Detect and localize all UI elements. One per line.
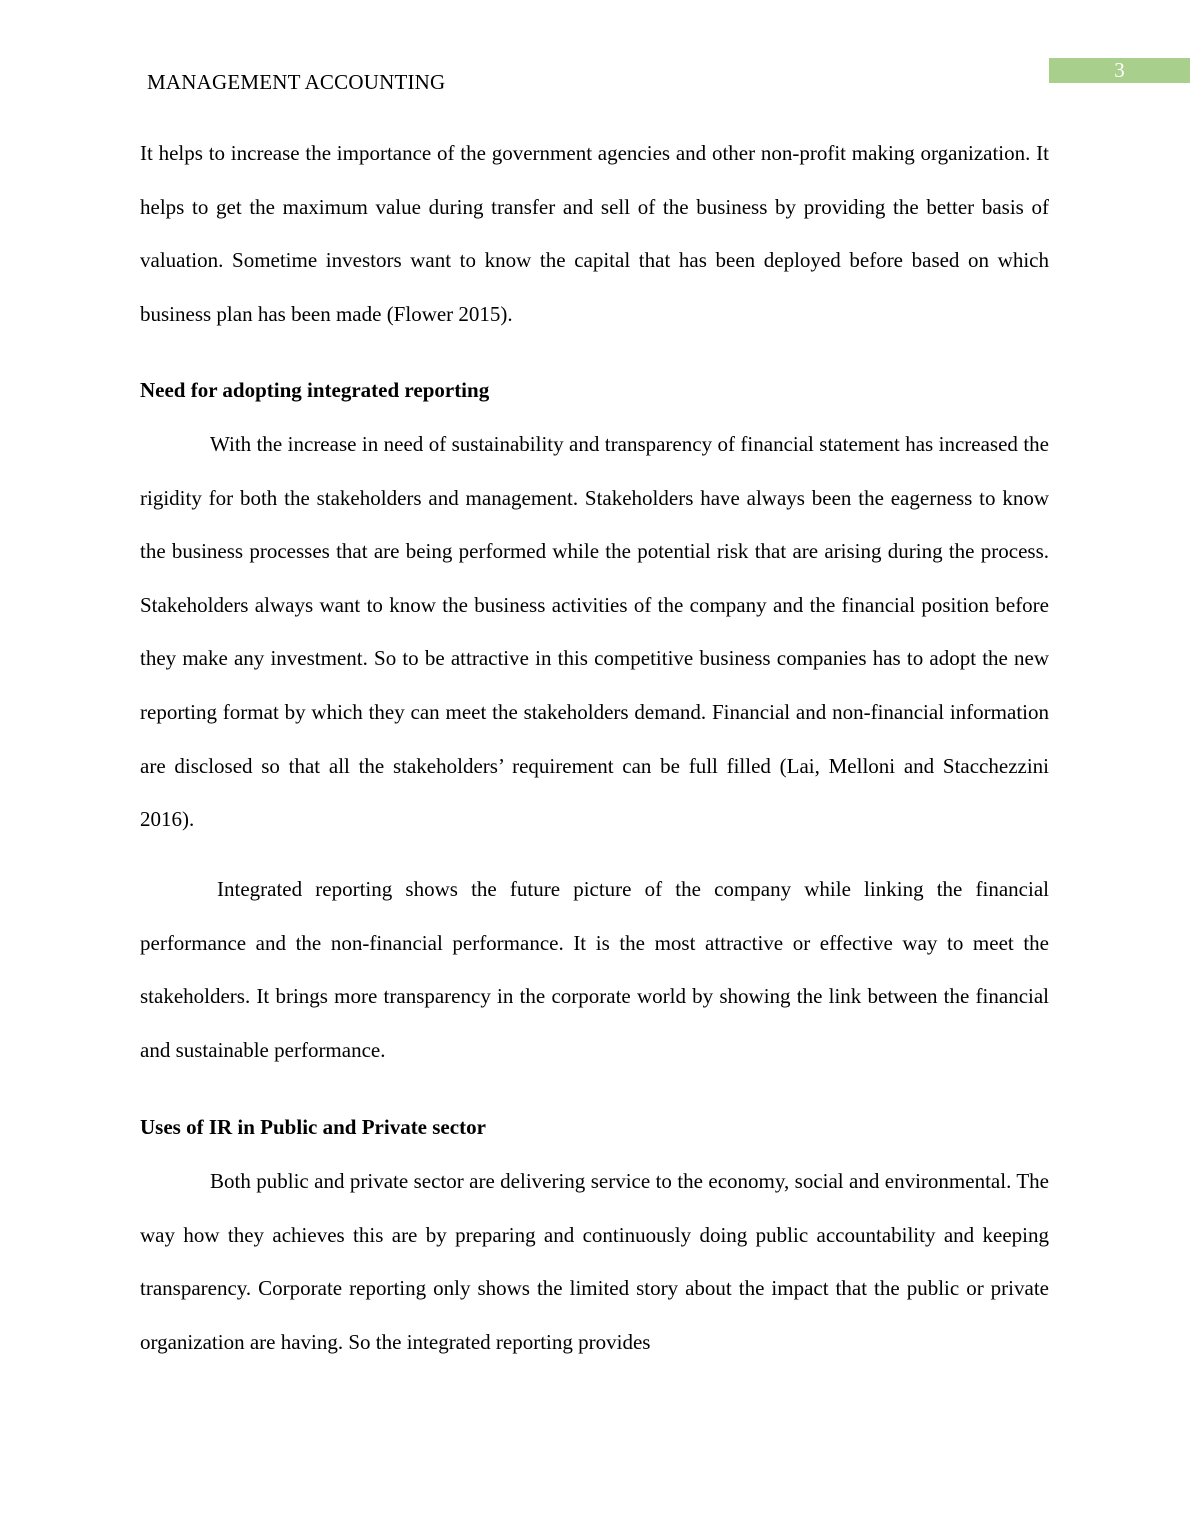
paragraph-need-2 [140, 863, 1049, 1077]
paragraph-text: Both public and private sector are delivering service to the economy, social and environmental. The way how they achieves this are by preparing and continuously doing public accountability and keeping transparency. Corporate reporting only shows the limited story about the impact that the public or private organization are having. So the integrated reporting provides [140, 1169, 1049, 1354]
paragraph-text: With the increase in need of sustainability and transparency of financial statement has increased the rigidity for both the stakeholders and management. Stakeholders have always been the eagerness to know the business processes that are being performed while the potential risk that are arising during the process. Stakeholders always want to know the business activities of the company and the financial position before they make any investment. So to be attractive in this competitive business companies has to adopt the new reporting format by which they can meet the stakeholders demand. Financial and non-financial information are disclosed so that all the stakeholders’ requirement can be full filled (Lai, Melloni and Stacchezzini 2016). [140, 432, 1049, 832]
section-heading-need: Need for adopting integrated reporting [140, 378, 490, 402]
paragraph-intro [140, 127, 1049, 341]
paragraph-need-1 [140, 418, 1049, 847]
paragraph-text: It helps to increase the importance of the government agencies and other non-profit making organization. It helps to get the maximum value during transfer and sell of the business by providing the better basis of valuation. Sometime investors want to know the capital that has been deployed before based on which business plan has been made (Flower 2015). [140, 141, 1049, 326]
running-header: MANAGEMENT ACCOUNTING [147, 70, 446, 94]
paragraph-text: Integrated reporting shows the future picture of the company while linking the financial performance and the non-financial performance. It is the most attractive or effective way to meet the stakeholders. It brings more transparency in the corporate world by showing the link between the financial and sustainable performance. [140, 877, 1049, 1062]
page-number: 3 [1049, 58, 1190, 83]
section-heading-uses: Uses of IR in Public and Private sector [140, 1115, 486, 1139]
paragraph-uses [140, 1155, 1049, 1369]
